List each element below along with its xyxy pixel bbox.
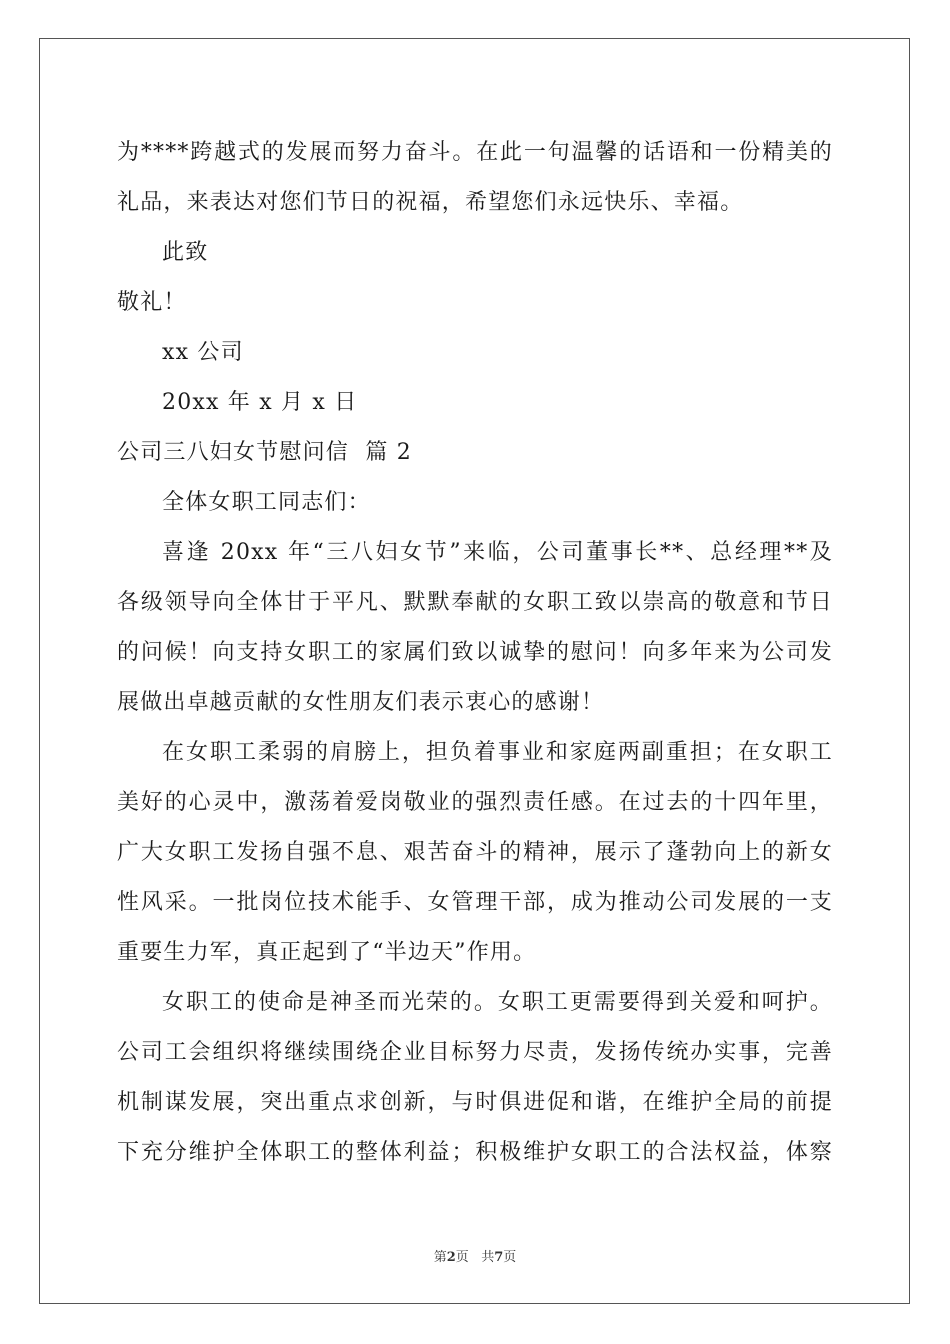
paragraph-line: 的问候！向支持女职工的家属们致以诚挚的慰问！向多年来为公司发 [117,640,833,665]
signature-company: xx 公司 [162,340,244,365]
paragraph-line: 美好的心灵中，激荡着爱岗敬业的强烈责任感。在过去的十四年里， [117,790,833,815]
paragraph-line: 女职工的使命是神圣而光荣的。女职工更需要得到关爱和呵护。 [162,990,833,1015]
page-suffix: 页 [455,1250,469,1265]
paragraph-line: 广大女职工发扬自强不息、艰苦奋斗的精神，展示了蓬勃向上的新女 [117,840,833,865]
total-suffix: 页 [503,1250,517,1265]
paragraph-line: 重要生力军，真正起到了“半边天”作用。 [117,940,537,965]
total-pages: 7 [494,1250,504,1265]
page-prefix: 第 [433,1250,447,1265]
paragraph-line: 在女职工柔弱的肩膀上，担负着事业和家庭两副重担；在女职工 [162,740,833,765]
paragraph-line: 各级领导向全体甘于平凡、默默奉献的女职工致以崇高的敬意和节日 [117,590,833,615]
paragraph-line: 喜逢 20xx 年“三八妇女节”来临，公司董事长**、总经理**及 [162,540,833,565]
page-footer [0,1246,950,1265]
total-prefix: 共 [481,1250,495,1265]
closing-phrase: 此致 [162,240,209,265]
paragraph-line: 礼品，来表达对您们节日的祝福，希望您们永远快乐、幸福。 [117,190,744,215]
paragraph-line: 为****跨越式的发展而努力奋斗。在此一句温馨的话语和一份精美的 [117,140,833,165]
paragraph-line: 公司工会组织将继续围绕企业目标努力尽责，发扬传统办实事，完善 [117,1040,833,1065]
greeting-line: 全体女职工同志们： [162,490,371,515]
salute-phrase: 敬礼！ [117,290,187,315]
signature-date: 20xx 年 x 月 x 日 [162,390,358,415]
paragraph-line: 性风采。一批岗位技术能手、女管理干部，成为推动公司发展的一支 [117,890,833,915]
page-number: 2 [446,1250,456,1265]
paragraph-line: 机制谋发展，突出重点求创新，与时俱进促和谐，在维护全局的前提 [117,1090,833,1115]
paragraph-line: 展做出卓越贡献的女性朋友们表示衷心的感谢！ [117,690,605,715]
document-body [117,128,833,1178]
section-title: 公司三八妇女节慰问信 篇 2 [117,440,412,465]
paragraph-line: 下充分维护全体职工的整体利益；积极维护女职工的合法权益，体察 [117,1140,833,1165]
